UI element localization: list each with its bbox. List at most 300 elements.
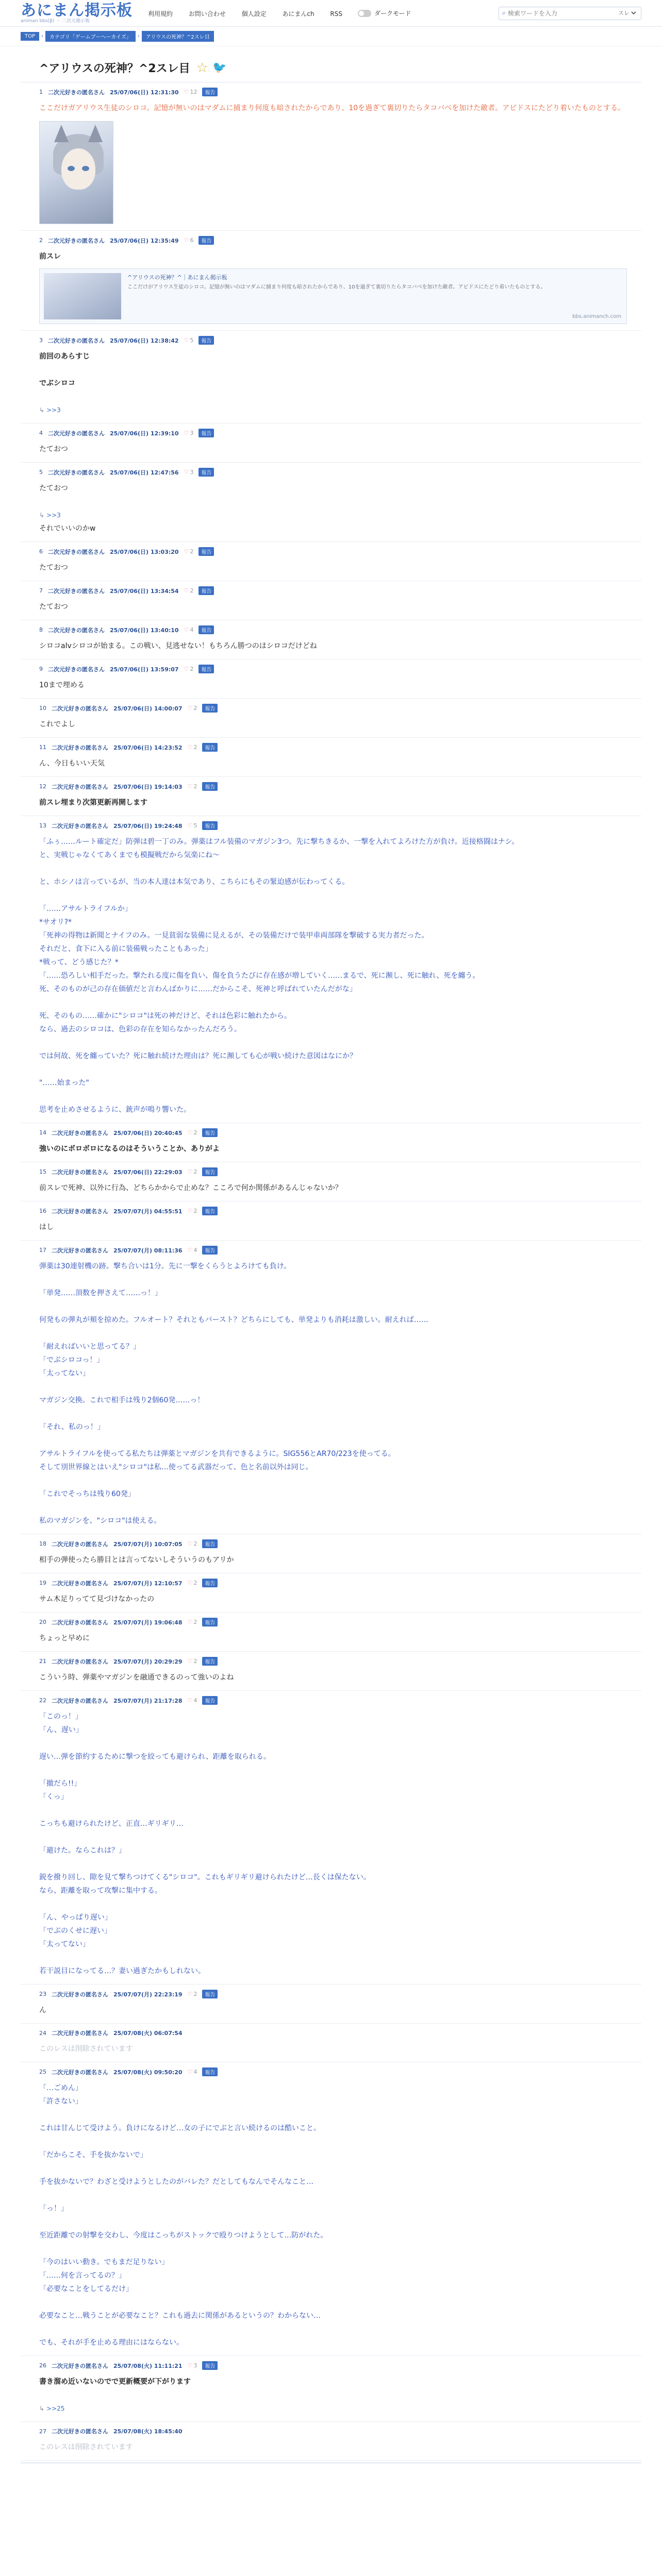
post bbox=[21, 1162, 641, 1201]
post-line bbox=[39, 1501, 641, 1514]
post-line: 「許さない」 bbox=[39, 2097, 82, 2106]
post-meta bbox=[39, 704, 641, 713]
post bbox=[21, 738, 641, 777]
post-body bbox=[39, 679, 641, 692]
post-line: ん bbox=[39, 2006, 46, 2014]
post-number[interactable]: 8 bbox=[39, 626, 43, 633]
image-part bbox=[88, 125, 103, 142]
post-date: 25/07/06(日) 13:59:07 bbox=[110, 666, 179, 673]
post-author: 二次元好きの匿名さん bbox=[48, 666, 105, 673]
report-button[interactable]: 報告 bbox=[202, 1207, 218, 1215]
post-line bbox=[39, 390, 641, 403]
post bbox=[21, 620, 641, 659]
report-button[interactable]: 報告 bbox=[202, 1657, 218, 1666]
like-count: 2 bbox=[193, 1168, 197, 1175]
post-line: 死、そのものが己の存在価値だと言わんばかりに……だからこそ、死神と呼ばれていたんだがな」 bbox=[39, 985, 357, 993]
report-button[interactable]: 報告 bbox=[202, 1539, 218, 1548]
post-date: 25/07/07(月) 08:11:36 bbox=[113, 1247, 183, 1254]
post-line: 「単発……頂数を押さえて……っ！」 bbox=[39, 1289, 162, 1297]
post-author: 二次元好きの匿名さん bbox=[48, 337, 105, 344]
post-line bbox=[39, 363, 641, 377]
post-line bbox=[39, 2108, 641, 2122]
report-button[interactable]: 報告 bbox=[202, 2067, 218, 2076]
post-line: これは甘んじて受けよう。負けになるけど…女の子にでぶと言い続けるのは酷いこと。 bbox=[39, 2124, 321, 2132]
post-line: では何故、死を纏っていた？死に触れ続けた理由は？死に瀕しても心が戦い続けた意図はなにか？ bbox=[39, 1052, 357, 1060]
post-date: 25/07/06(日) 12:31:30 bbox=[110, 89, 179, 96]
heart-icon[interactable]: ♡ bbox=[187, 1619, 193, 1625]
post-line: ん、今日もいい天気 bbox=[39, 759, 105, 768]
post-meta bbox=[39, 1128, 641, 1137]
heart-icon[interactable]: ♡ bbox=[184, 237, 189, 244]
post-meta bbox=[39, 782, 641, 791]
site-logo[interactable] bbox=[21, 3, 133, 24]
post-list bbox=[21, 82, 641, 2461]
post-line bbox=[39, 1063, 641, 1076]
post-body bbox=[39, 350, 641, 417]
post-date: 25/07/08(火) 09:50:20 bbox=[113, 2069, 183, 2076]
heart-icon[interactable]: ♡ bbox=[187, 1247, 193, 1253]
post-author: 二次元好きの匿名さん bbox=[52, 2069, 108, 2076]
post-line: 若干説目になってる…？妻い過ぎたかもしれない。 bbox=[39, 1967, 205, 1975]
post-line: 「……何を言ってるの？」 bbox=[39, 2272, 126, 2280]
favorite-star-icon[interactable]: ☆ bbox=[196, 60, 208, 76]
post-body bbox=[39, 1671, 641, 1684]
post-date: 25/07/06(日) 13:40:10 bbox=[110, 626, 179, 634]
report-button[interactable]: 報告 bbox=[202, 704, 218, 713]
reply-anchor-text[interactable]: >>25 bbox=[46, 2405, 65, 2412]
post bbox=[21, 542, 641, 581]
post-body bbox=[39, 835, 641, 1116]
post-number[interactable]: 12 bbox=[39, 783, 46, 790]
post-line bbox=[39, 2323, 641, 2336]
post-meta bbox=[39, 1246, 641, 1255]
like-count: 2 bbox=[193, 783, 197, 790]
report-button[interactable]: 報告 bbox=[202, 1246, 218, 1255]
post-number[interactable]: 16 bbox=[39, 1208, 46, 1214]
chevron-right-icon: › bbox=[137, 33, 140, 39]
post-line: シロコalvシロコが始まる。この戦い、見逃せない！もちろん勝つのはシロコだけどね bbox=[39, 642, 317, 650]
like-count: 12 bbox=[190, 89, 197, 95]
heart-icon[interactable]: ♡ bbox=[187, 1991, 193, 1997]
breadcrumb-thread[interactable]: アリウスの死神？^2スレ目 bbox=[142, 31, 214, 42]
post-body bbox=[39, 600, 641, 614]
post-line: そして別世界線とはいえ"シロコ"は私…使ってる武器だって、色と名前以外は同じ。 bbox=[39, 1463, 313, 1471]
post-number[interactable]: 27 bbox=[39, 2428, 46, 2435]
post-line: 「必要なことをしてるだけ」 bbox=[39, 2285, 133, 2293]
post-author: 二次元好きの匿名さん bbox=[52, 1697, 108, 1704]
logo-text[interactable]: あにまん掲示板 bbox=[21, 1, 133, 20]
post-body bbox=[39, 2081, 641, 2349]
post-number[interactable]: 24 bbox=[39, 2029, 46, 2037]
post-author: 二次元好きの匿名さん bbox=[52, 1580, 108, 1587]
post-meta bbox=[39, 1657, 641, 1666]
report-button[interactable]: 報告 bbox=[202, 782, 218, 791]
dark-mode-toggle[interactable] bbox=[358, 9, 411, 18]
post-line: と、ホシノは言っているが、当の本人達は本気であり、こちらにもその緊迫感が伝わってくる。 bbox=[39, 878, 350, 886]
heart-icon[interactable]: ♡ bbox=[187, 1658, 193, 1665]
heart-icon[interactable]: ♡ bbox=[187, 744, 193, 751]
post-body bbox=[39, 796, 641, 809]
post-line: たておつ bbox=[39, 484, 68, 493]
image-part bbox=[82, 166, 89, 171]
thread-title-row bbox=[21, 46, 641, 82]
post-body bbox=[39, 1553, 641, 1567]
reply-arrow-icon: ↳ bbox=[39, 512, 45, 519]
post-line: 遅い…弾を節約するために撃つを絞っても避けられ、距離を取られる。 bbox=[39, 1753, 271, 1761]
search-input[interactable] bbox=[508, 10, 616, 17]
report-button[interactable]: 報告 bbox=[202, 1696, 218, 1705]
heart-icon[interactable]: ♡ bbox=[184, 587, 189, 594]
post-line: 至近距離での射撃を交わし、今度はこっちがストックで殴りつけようとして…防がれた。 bbox=[39, 2231, 328, 2240]
post-line: 思考を止めさせるように、銃声が鳴り響いた。 bbox=[39, 1106, 191, 1114]
post-body bbox=[39, 1221, 641, 1234]
report-button[interactable]: 報告 bbox=[202, 1128, 218, 1137]
post-line bbox=[39, 2215, 641, 2229]
link-preview-image[interactable] bbox=[44, 273, 121, 319]
post bbox=[21, 331, 641, 423]
post-line: 「今のはいい動き。でもまだ足りない」 bbox=[39, 2258, 169, 2266]
post-date: 25/07/06(日) 12:38:42 bbox=[110, 337, 179, 344]
post-meta bbox=[39, 236, 641, 245]
heart-icon[interactable]: ♡ bbox=[187, 705, 193, 711]
post-number[interactable]: 15 bbox=[39, 1168, 46, 1175]
post-body bbox=[39, 2004, 641, 2017]
post-line: 「っ！」 bbox=[39, 2205, 68, 2213]
post-line bbox=[39, 1857, 641, 1871]
post-line: それでいいのかw bbox=[39, 524, 96, 533]
nav-animanch[interactable]: あにまんch bbox=[282, 10, 315, 18]
breadcrumb-category[interactable]: カテゴリ「ゲームブーヘーカイズ」 bbox=[45, 31, 136, 42]
post bbox=[21, 1201, 641, 1241]
heart-icon[interactable]: ♡ bbox=[187, 783, 193, 790]
dark-mode-label: ダークモード bbox=[374, 10, 411, 17]
post-line: 「ん、やっぱり遅い」 bbox=[39, 1913, 112, 1922]
post bbox=[21, 231, 641, 331]
heart-icon[interactable]: ♡ bbox=[184, 89, 189, 95]
post-author: 二次元好きの匿名さん bbox=[52, 1208, 108, 1215]
post-line: アサルトライフルを使ってる私たちは弾薬とマガジンを共有できるように。SIG556とAR70/223を使ってる。 bbox=[39, 1450, 395, 1458]
post-line: はし bbox=[39, 1223, 54, 1231]
post-meta bbox=[39, 821, 641, 830]
heart-icon[interactable]: ♡ bbox=[184, 469, 189, 476]
post-number[interactable]: 10 bbox=[39, 705, 46, 711]
post-author: 二次元好きの匿名さん bbox=[52, 705, 108, 712]
post-line bbox=[39, 1380, 641, 1394]
like-count: 2 bbox=[190, 587, 194, 594]
heart-icon[interactable]: ♡ bbox=[184, 430, 189, 436]
like-count: 2 bbox=[193, 1658, 197, 1665]
post-line: 「このっ！」 bbox=[39, 1713, 82, 1721]
post-line bbox=[39, 889, 641, 902]
post-line bbox=[39, 862, 641, 875]
thread-title: ^アリウスの死神？^2スレ目 bbox=[39, 62, 190, 75]
post-meta bbox=[39, 1990, 641, 1998]
heart-icon[interactable]: ♡ bbox=[184, 548, 189, 555]
heart-icon[interactable]: ♡ bbox=[187, 1129, 193, 1136]
post-author: 二次元好きの匿名さん bbox=[52, 783, 108, 790]
post-number[interactable]: 11 bbox=[39, 744, 46, 751]
post-number[interactable]: 17 bbox=[39, 1247, 46, 1253]
like-count: 2 bbox=[193, 744, 197, 751]
post bbox=[21, 699, 641, 738]
nav-settings[interactable]: 個人設定 bbox=[241, 10, 267, 18]
post-line: 鋭を撥り回し、隙を見て撃ちつけてくる"シロコ"。これもギリギリ避けられたけど…長くは保たない。 bbox=[39, 1873, 371, 1882]
like-count: 2 bbox=[193, 1129, 197, 1136]
post-line: 死、そのもの……確かに"シロコ"は死の神だけど、それは色彩に触れたから。 bbox=[39, 1012, 291, 1020]
deleted-notice: このレスは削除されています bbox=[39, 2045, 133, 2053]
post-number[interactable]: 23 bbox=[39, 1991, 46, 1997]
post-line bbox=[39, 1764, 641, 1777]
post-author: 二次元好きの匿名さん bbox=[48, 469, 105, 476]
post-number[interactable]: 1 bbox=[39, 89, 43, 95]
like-count: 4 bbox=[190, 626, 194, 633]
post-author: 二次元好きの匿名さん bbox=[52, 744, 108, 751]
post bbox=[21, 816, 641, 1123]
post-author: 二次元好きの匿名さん bbox=[48, 430, 105, 437]
post-meta bbox=[39, 2361, 641, 2370]
post-date: 25/07/06(日) 13:34:54 bbox=[110, 587, 179, 595]
post-line bbox=[39, 2296, 641, 2309]
post-line bbox=[39, 1300, 641, 1313]
post-body bbox=[39, 1260, 641, 1528]
post-author: 二次元好きの匿名さん bbox=[48, 89, 105, 96]
reply-anchor-link[interactable] bbox=[39, 403, 641, 417]
post-number[interactable]: 21 bbox=[39, 1658, 46, 1665]
post-author: 二次元好きの匿名さん bbox=[52, 1168, 108, 1176]
post-date: 25/07/08(火) 11:11:21 bbox=[113, 2362, 183, 2369]
post-author: 二次元好きの匿名さん bbox=[52, 1247, 108, 1254]
heart-icon[interactable]: ♡ bbox=[184, 666, 189, 672]
top-nav bbox=[148, 9, 356, 18]
post-line: 「でぶシロコっ！」 bbox=[39, 1356, 104, 1364]
post bbox=[21, 2356, 641, 2422]
like-count: 4 bbox=[193, 1247, 197, 1253]
reply-arrow-icon: ↳ bbox=[39, 406, 45, 414]
post-author: 二次元好きの匿名さん bbox=[48, 548, 105, 555]
post-body bbox=[39, 1181, 641, 1195]
post-date: 25/07/06(日) 13:03:20 bbox=[110, 548, 179, 555]
nav-terms[interactable]: 利用規約 bbox=[148, 10, 173, 18]
post-number[interactable]: 13 bbox=[39, 822, 46, 829]
post-line: 「……恐ろしい相手だった。撃たれる度に傷を負い、傷を負うたびに存在感が増していく……まるで、死に瀕し、死に触れ、死を纏う。 bbox=[39, 972, 480, 980]
reply-anchor-link[interactable] bbox=[39, 509, 641, 522]
post-number[interactable]: 14 bbox=[39, 1129, 46, 1136]
post-body bbox=[39, 250, 641, 263]
report-button[interactable]: 報告 bbox=[202, 743, 218, 752]
report-button[interactable]: 報告 bbox=[202, 1167, 218, 1176]
post-number[interactable]: 25 bbox=[39, 2069, 46, 2075]
report-button[interactable]: 報告 bbox=[202, 1990, 218, 1998]
post-number[interactable]: 2 bbox=[39, 237, 43, 244]
post-meta bbox=[39, 665, 641, 673]
nav-contact[interactable]: お問い合わせ bbox=[188, 10, 226, 18]
like-count: 2 bbox=[190, 666, 194, 672]
post-date: 25/07/07(月) 12:10:57 bbox=[113, 1580, 183, 1587]
post-meta bbox=[39, 1696, 641, 1705]
report-button[interactable]: 報告 bbox=[198, 336, 214, 345]
deleted-notice: このレスは削除されています bbox=[39, 2443, 133, 2451]
report-button[interactable]: 報告 bbox=[198, 625, 214, 634]
post bbox=[21, 2024, 641, 2062]
post-line: 前スレで死神、以外に行為、どちらかからで止めな？こころで何か関係があるんじゃないか？ bbox=[39, 1184, 342, 1192]
post-meta bbox=[39, 429, 641, 437]
reply-anchor-text[interactable]: >>3 bbox=[46, 406, 61, 414]
post-number[interactable]: 26 bbox=[39, 2362, 46, 2369]
heart-icon[interactable]: ♡ bbox=[187, 1208, 193, 1214]
search-scope-select[interactable] bbox=[616, 9, 638, 17]
post-line bbox=[39, 1036, 641, 1049]
post-line bbox=[39, 2242, 641, 2256]
post-line: 「それ、私のっ！」 bbox=[39, 1423, 105, 1431]
post-line: 「ん、遅い」 bbox=[39, 1726, 83, 1734]
link-preview-domain: bbs.animanch.com bbox=[572, 314, 621, 319]
post-line: こういう時、弾薬やマガジンを融通できるのって強いのよね bbox=[39, 1673, 234, 1682]
post-line: 「でぶのくせに遅い」 bbox=[39, 1927, 111, 1935]
reply-anchor-link[interactable] bbox=[39, 2402, 641, 2415]
toggle-switch-icon[interactable] bbox=[358, 10, 371, 17]
like-count: 2 bbox=[193, 1991, 197, 1997]
post-number[interactable]: 3 bbox=[39, 337, 43, 344]
report-button[interactable]: 報告 bbox=[202, 1579, 218, 1587]
post-image[interactable] bbox=[39, 121, 113, 224]
post bbox=[21, 2062, 641, 2356]
post bbox=[21, 423, 641, 463]
post-line: 前スレ bbox=[39, 252, 61, 261]
post-date: 25/07/06(日) 19:24:48 bbox=[113, 822, 183, 829]
like-count: 5 bbox=[193, 822, 197, 829]
post-line: 書き溜め近いないのでで更新概要が下がります bbox=[39, 2378, 191, 2386]
post-number[interactable]: 19 bbox=[39, 1580, 46, 1586]
post-line bbox=[39, 1434, 641, 1447]
post-line: マガジン交換。これで相手は残り2個60発……っ！ bbox=[39, 1396, 205, 1404]
post bbox=[21, 1613, 641, 1652]
post-line: *戦って、どう感じた？* bbox=[39, 958, 119, 967]
post-number[interactable]: 6 bbox=[39, 548, 43, 555]
post-line bbox=[39, 1951, 641, 1964]
search-icon[interactable]: ⌕ bbox=[502, 9, 506, 17]
post-date: 25/07/08(火) 06:07:54 bbox=[113, 2030, 183, 2037]
post-line: ちょっと早めに bbox=[39, 1634, 90, 1642]
post-line: たておつ bbox=[39, 445, 68, 453]
post-line bbox=[39, 1737, 641, 1750]
post-date: 25/07/06(日) 12:39:10 bbox=[110, 430, 179, 437]
breadcrumb-top[interactable]: TOP bbox=[21, 32, 39, 41]
heart-icon[interactable]: ♡ bbox=[187, 1168, 193, 1175]
post-line: これでよし bbox=[39, 720, 75, 728]
report-button[interactable]: 報告 bbox=[198, 586, 214, 595]
report-button[interactable]: 報告 bbox=[202, 821, 218, 830]
like-count: 3 bbox=[190, 469, 194, 476]
post-author: 二次元好きの匿名さん bbox=[52, 2428, 108, 2435]
post-author: 二次元好きの匿名さん bbox=[52, 1619, 108, 1626]
like-count: 2 bbox=[193, 1580, 197, 1586]
post-body bbox=[39, 561, 641, 574]
post-line: 「だからこそ、手を抜かないで」 bbox=[39, 2151, 147, 2159]
twitter-share-icon[interactable]: 🐦 bbox=[212, 61, 227, 74]
image-part bbox=[68, 166, 75, 171]
post-line: 相手の弾使ったら勝目とは言ってないしそういうのもアリか bbox=[39, 1556, 234, 1564]
heart-icon[interactable]: ♡ bbox=[184, 626, 189, 633]
post-number[interactable]: 20 bbox=[39, 1619, 46, 1625]
like-count: 2 bbox=[193, 1208, 197, 1214]
post-line: 手を抜かないで？わざと受けようとしたのがバレた？だとしてもなんでそんなこと… bbox=[39, 2178, 313, 2186]
heart-icon[interactable]: ♡ bbox=[187, 2069, 193, 2075]
post-line: ここだけガアリウス生徒のシロコ。記憶が無いのはマダムに捕まり何度も暗されたからであり、10を過ぎて裏切りたらタコバベを加けた敵者。アビドスにたどり着いたものとする。 bbox=[39, 104, 625, 112]
heart-icon[interactable]: ♡ bbox=[187, 1580, 193, 1586]
post-line: 必要なこと…戦うことが必要なこと？これも過去に関係があるというの？わからない… bbox=[39, 2312, 321, 2320]
heart-icon[interactable]: ♡ bbox=[187, 1697, 193, 1704]
post-number[interactable]: 4 bbox=[39, 430, 43, 436]
report-button[interactable]: 報告 bbox=[202, 88, 218, 96]
post-number[interactable]: 9 bbox=[39, 666, 43, 672]
like-count: 2 bbox=[193, 1619, 197, 1625]
heart-icon[interactable]: ♡ bbox=[187, 822, 193, 829]
report-button[interactable]: 報告 bbox=[198, 665, 214, 673]
report-button[interactable]: 報告 bbox=[198, 468, 214, 477]
post bbox=[21, 1652, 641, 1691]
post-date: 25/07/07(月) 22:23:19 bbox=[113, 1991, 183, 1998]
post-number[interactable]: 22 bbox=[39, 1697, 46, 1704]
post-line: 「くっ」 bbox=[39, 1793, 68, 1801]
like-count: 5 bbox=[190, 337, 194, 344]
post-meta bbox=[39, 2067, 641, 2076]
post-author: 二次元好きの匿名さん bbox=[52, 1129, 108, 1137]
post-line: 弾薬は30連射機の跡。撃ち合いは1分。先に一撃をくらうとよろけても負け。 bbox=[39, 1262, 291, 1270]
post-line: 「避けた。ならこれは？」 bbox=[39, 1846, 126, 1855]
report-button[interactable]: 報告 bbox=[198, 429, 214, 437]
post bbox=[21, 82, 641, 231]
post-line: 「撤だら!!」 bbox=[39, 1780, 81, 1788]
post-line: 「太ってない」 bbox=[39, 1940, 90, 1948]
post-number[interactable]: 5 bbox=[39, 469, 43, 476]
link-preview-title[interactable]: ^アリウスの死神？^｜あにまん掲示板 bbox=[127, 274, 227, 281]
post-line: 何発もの弾丸が頬を掠めた。フルオート？それともバースト？どちらにしても、単発よりも消耗は激しい。耐えれば…… bbox=[39, 1316, 428, 1324]
image-part bbox=[61, 148, 95, 190]
like-count: 2 bbox=[193, 705, 197, 711]
like-count: 3 bbox=[190, 430, 194, 436]
link-preview-card[interactable] bbox=[39, 268, 627, 324]
like-count: 4 bbox=[193, 2069, 197, 2075]
heart-icon[interactable]: ♡ bbox=[187, 1540, 193, 1547]
post-meta bbox=[39, 2029, 641, 2037]
heart-icon[interactable]: ♡ bbox=[184, 337, 189, 344]
link-preview-text bbox=[127, 273, 545, 319]
image-part bbox=[54, 125, 69, 142]
post-line bbox=[39, 1804, 641, 1817]
report-button[interactable]: 報告 bbox=[202, 2361, 218, 2370]
post-author: 二次元好きの匿名さん bbox=[52, 1658, 108, 1665]
post-meta bbox=[39, 547, 641, 556]
top-bar bbox=[0, 0, 662, 27]
report-button[interactable]: 報告 bbox=[198, 547, 214, 556]
post-number[interactable]: 7 bbox=[39, 587, 43, 594]
reply-anchor-text[interactable]: >>3 bbox=[46, 512, 61, 519]
post-meta bbox=[39, 625, 641, 634]
report-button[interactable]: 報告 bbox=[202, 1618, 218, 1626]
report-button[interactable]: 報告 bbox=[198, 236, 214, 245]
post-line bbox=[39, 996, 641, 1009]
heart-icon[interactable]: ♡ bbox=[187, 2362, 193, 2369]
nav-rss[interactable]: RSS bbox=[330, 10, 342, 18]
post-meta bbox=[39, 1579, 641, 1587]
link-preview-description: ここだけがアリウス生徒のシロコ。記憶が無いのはマダムに捕まり何度も暗されたからであり、10を過ぎて裏切りたらタコバベを加けた敵者。アビドスにたどり着いたものとする。 bbox=[127, 284, 546, 290]
post-line: なら、過去のシロコは、色彩の存在を知らなかったんだろう。 bbox=[39, 1025, 241, 1033]
post-meta bbox=[39, 468, 641, 477]
post bbox=[21, 2422, 641, 2461]
post-line bbox=[39, 1831, 641, 1844]
post-number[interactable]: 18 bbox=[39, 1540, 46, 1547]
post-author: 二次元好きの匿名さん bbox=[52, 2030, 108, 2037]
